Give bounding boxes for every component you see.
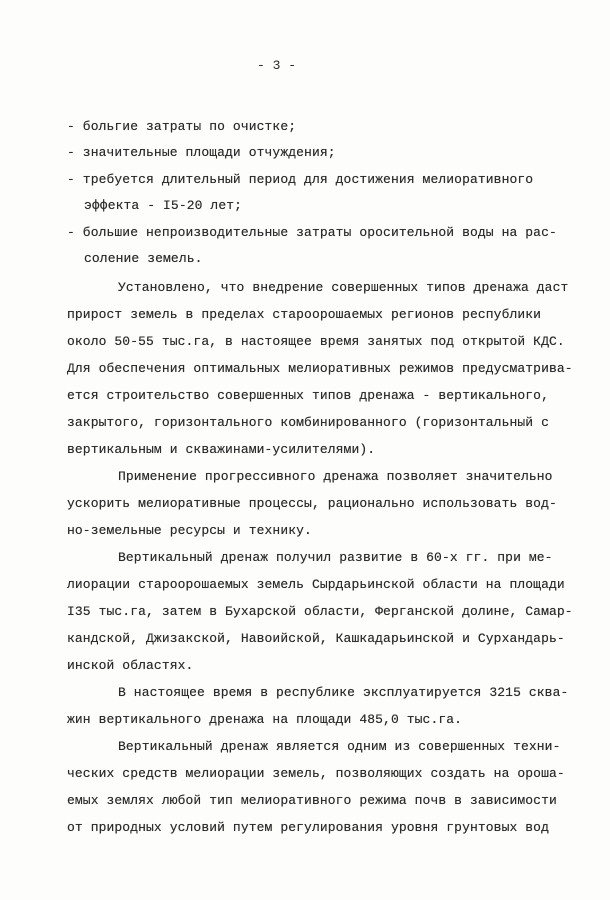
text-line: жин вертикального дренажа на площади 485,0 тыс.га.	[67, 712, 463, 727]
text-line: от природных условий путем регулирования уровня грунтовых вод	[67, 820, 549, 835]
text-line: емых землях любой тип мелиоративного режима почв в зависимости	[67, 793, 557, 808]
text-line: ческих средств мелиорации земель, позволяющих создать на ороша-	[67, 766, 565, 781]
text-line: I35 тыс.га, затем в Бухарской области, Ферганской долине, Самар-	[67, 604, 573, 619]
text-line: закрытого, горизонтального комбинированного (горизонтальный с	[67, 415, 549, 430]
bullet-line: - больгие затраты по очистке;	[67, 119, 297, 134]
text-line: ется строительство совершенных типов дренажа - вертикального,	[67, 388, 549, 403]
bullet-continuation: соление земель.	[84, 251, 203, 266]
bullet-line: - значительные площади отчуждения;	[67, 145, 336, 160]
text-line: лиорации староорошаемых земель Сырдарьинской области на площади	[67, 577, 565, 592]
paragraph-first-line: Применение прогрессивного дренажа позволяет значительно	[118, 469, 553, 484]
text-line: кандской, Джизакской, Навоийской, Кашкадарьинской и Сурхандарь-	[67, 631, 565, 646]
text-line: прирост земель в пределах староорошаемых регионов республики	[67, 307, 542, 322]
text-line: ускорить мелиоративные процессы, рационально использовать вод-	[67, 496, 557, 511]
paragraph-first-line: Установлено, что внедрение совершенных типов дренажа даст	[118, 280, 569, 295]
bullet-continuation: эффекта - I5-20 лет;	[84, 198, 243, 213]
text-line: инской областях.	[67, 658, 194, 673]
bullet-line: - требуется длительный период для достижения мелиоративного	[67, 172, 534, 187]
paragraph-first-line: Вертикальный дренаж является одним из совершенных техни-	[118, 739, 561, 754]
bullet-line: - большие непроизводительные затраты оросительной воды на рас-	[67, 225, 557, 240]
text-line: но-земельные ресурсы и технику.	[67, 523, 312, 538]
paragraph-first-line: В настоящее время в республике эксплуатируется 3215 сква-	[118, 685, 569, 700]
text-line: вертикальным и скважинами-усилителями).	[67, 442, 376, 457]
paragraph-first-line: Вертикальный дренаж получил развитие в 60-х гг. при ме-	[118, 550, 553, 565]
text-line: Для обеспечения оптимальных мелиоративных режимов предусматрива-	[67, 361, 573, 376]
text-line: около 50-55 тыс.га, в настоящее время занятых под открытой КДС.	[67, 334, 565, 349]
page-number: - 3 -	[257, 58, 297, 73]
